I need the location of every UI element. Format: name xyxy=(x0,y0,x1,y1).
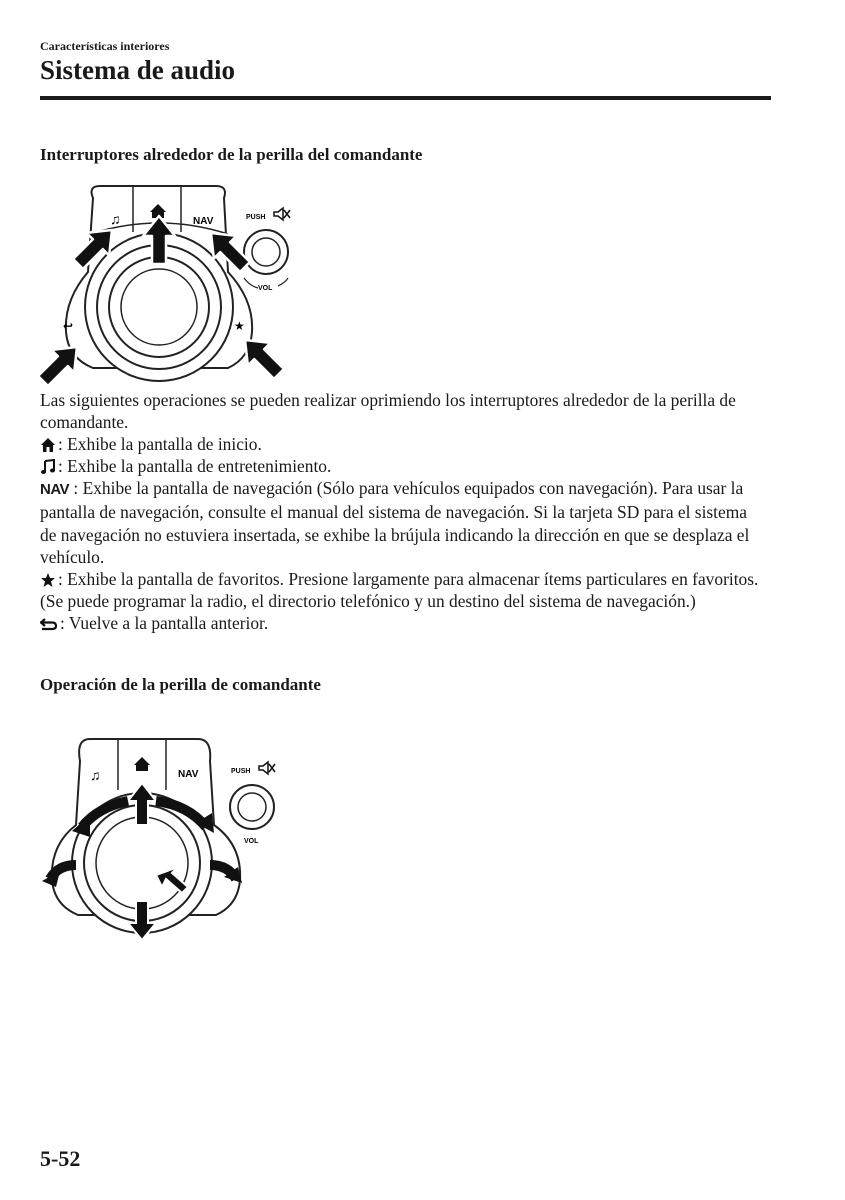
back-icon: ↩ xyxy=(63,319,74,333)
push-label: PUSH xyxy=(231,768,251,775)
star-icon xyxy=(40,572,56,588)
section-heading-knob-operation: Operación de la perilla de comandante xyxy=(40,675,321,694)
list-item-home xyxy=(40,433,760,455)
list-item-nav xyxy=(40,477,760,567)
body-text xyxy=(40,389,760,634)
vol-label: VOL xyxy=(244,838,259,845)
nav-label: NAV xyxy=(193,216,214,227)
list-item-back xyxy=(40,612,760,634)
page-number: 5-52 xyxy=(40,1146,81,1171)
back-icon xyxy=(40,616,58,632)
music-description: : Exhibe la pantalla de entretenimiento. xyxy=(58,456,332,477)
title-divider xyxy=(40,96,771,100)
intro-paragraph: Las siguientes operaciones se pueden realizar oprimiendo los interruptores alrededor de la perilla de comandante. xyxy=(40,390,736,433)
music-note-icon xyxy=(40,459,56,475)
star-icon: ★ xyxy=(234,319,245,333)
back-description: : Vuelve a la pantalla anterior. xyxy=(60,612,269,633)
nav-description: : Exhibe la pantalla de navegación (Sólo para vehículos equipados con navegación). Para usar la pantalla de navegación, consulte el manual del sistema de navegación. Si la tarjeta SD para el sistema de navegación no estuviera insertada, se exhibe la brújula indicando la dirección en que se desplaza el vehículo. xyxy=(40,478,750,567)
nav-label: NAV xyxy=(178,769,199,780)
section-heading-switches: Interruptores alrededor de la perilla del comandante xyxy=(40,145,423,164)
favorites-description: : Exhibe la pantalla de favoritos. Presione largamente para almacenar ítems particulares en favoritos. (Se puede programar la radio, el directorio telefónico y un destino del sistema de navegación.) xyxy=(40,568,759,611)
music-note-icon: ♫ xyxy=(110,211,121,227)
home-icon xyxy=(40,437,56,453)
commander-knob-operation-figure xyxy=(38,735,308,940)
mute-icon xyxy=(274,208,290,220)
page-title: Sistema de audio xyxy=(40,55,236,85)
commander-switches-figure xyxy=(38,182,308,387)
mute-icon xyxy=(259,762,275,774)
home-description: : Exhibe la pantalla de inicio. xyxy=(58,434,262,455)
push-label: PUSH xyxy=(246,214,266,221)
nav-icon: NAV xyxy=(40,481,70,499)
vol-label: VOL xyxy=(258,285,273,292)
music-note-icon: ♫ xyxy=(90,767,101,783)
list-item-favorites xyxy=(40,568,760,612)
list-item-music xyxy=(40,455,760,477)
breadcrumb: Características interiores xyxy=(40,39,170,53)
